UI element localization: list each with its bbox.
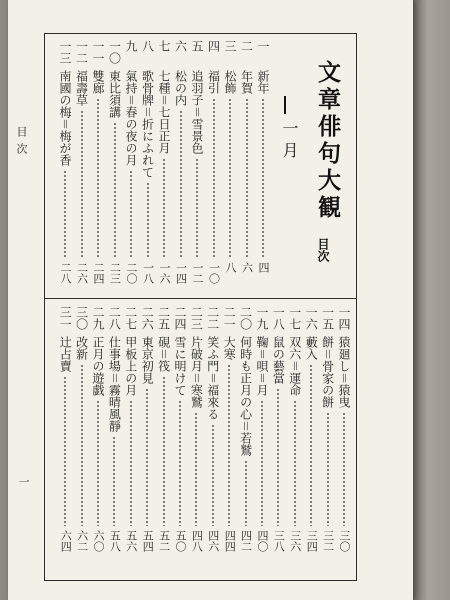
contents-label: 目次 (316, 238, 330, 262)
entry-page-number: 六 (240, 262, 254, 273)
entry-number: 五 (190, 40, 204, 52)
entry-number: 一一 (91, 40, 105, 64)
entry-number: 一二 (74, 40, 89, 64)
dot-leader (327, 412, 329, 526)
entry-page-number: 一八 (141, 262, 155, 284)
dot-leader (64, 170, 66, 258)
entry-page-number: 五二 (157, 530, 171, 552)
entry-page-number: 六四 (59, 530, 73, 552)
entry-page-number: 二三 (108, 262, 122, 284)
entry-title: 藪入 (304, 336, 319, 360)
entry-number: 二八 (107, 306, 122, 330)
entry-number: 二九 (91, 306, 105, 330)
entry-page-number: 二八 (59, 262, 72, 284)
entry-page-number: 四二 (239, 530, 253, 552)
entry-number: 一六 (304, 306, 319, 330)
dot-leader (163, 158, 165, 258)
entry-number: 六 (173, 40, 188, 52)
entry-number: 八 (140, 40, 155, 52)
entry-number: 一三 (58, 40, 72, 64)
entry-number: 三 (223, 40, 237, 52)
entry-page-number: 二〇 (125, 262, 138, 284)
entry-title: 双六＝運命 (287, 336, 302, 397)
entry-number: 二五 (156, 306, 171, 330)
entry-page-number: 四四 (223, 530, 237, 552)
entry-number: 二一 (222, 306, 237, 330)
entry-title: 雙廊 (91, 70, 105, 94)
dot-leader (179, 400, 181, 526)
month-rule (284, 96, 286, 114)
entry-number: 二三 (189, 306, 204, 330)
dot-leader (147, 182, 149, 258)
entry-number: 二四 (173, 306, 187, 330)
entry-page-number: 四八 (190, 530, 204, 552)
dot-leader (212, 424, 214, 526)
entry-title: 仕事場＝霧晴風靜 (107, 336, 122, 433)
dot-leader (196, 158, 198, 258)
entry-page-number: 二六 (75, 262, 89, 284)
entry-number: 九 (124, 40, 138, 52)
entry-title: 福壽草 (74, 70, 89, 106)
entry-page-number: 三六 (288, 530, 302, 552)
entry-page-number: 四〇 (256, 530, 269, 552)
entry-title: 歌骨牌＝折にふれて (140, 70, 155, 179)
entry-title: 何時も正月の心＝若鷲 (238, 336, 253, 457)
entry-number: 一九 (255, 306, 269, 330)
entry-title: 餅＝骨家の餅 (320, 336, 335, 409)
entry-page-number: 六〇 (92, 530, 105, 552)
entry-page-number: 四 (257, 262, 270, 273)
entry-title: 新年 (256, 70, 270, 94)
entry-page-number: 一二 (191, 262, 204, 284)
entry-title: 追羽子＝雪景色 (190, 70, 204, 155)
entry-page-number: 五六 (124, 530, 138, 552)
entry-number: 七 (157, 40, 171, 52)
dot-leader (245, 460, 247, 526)
entry-title: 氣持＝春の夜の月 (124, 70, 138, 167)
entry-title: 正月の遊戯 (91, 336, 105, 396)
entry-number: 三〇 (74, 306, 89, 330)
entry-title: 笑ふ門＝福來る (205, 336, 220, 421)
dot-leader (213, 98, 215, 258)
entry-title: 硯＝筏 (156, 336, 171, 373)
dot-leader (180, 110, 182, 258)
dot-leader (130, 400, 132, 526)
entry-number: 一 (256, 40, 270, 52)
entry-title: 東比須講 (107, 70, 122, 118)
dot-leader (343, 412, 345, 526)
entry-number: 一七 (287, 306, 302, 330)
dot-leader (294, 400, 296, 526)
entry-page-number: 一四 (174, 262, 188, 284)
page-edge (413, 0, 450, 600)
margin-label: 目次 (15, 126, 28, 160)
entry-number: 三一 (58, 306, 73, 330)
dot-leader (261, 400, 263, 526)
entry-title: 大寒 (222, 336, 237, 360)
entry-title: 辻占賣 (58, 336, 73, 372)
entry-page-number: 六二 (75, 530, 89, 552)
entry-number: 一五 (320, 306, 335, 330)
entry-number: 二〇 (238, 306, 253, 330)
dot-leader (81, 110, 83, 258)
entry-number: 四 (206, 40, 221, 52)
entry-page-number: 三二 (321, 530, 335, 552)
dot-leader (97, 98, 99, 258)
dot-leader (114, 122, 116, 258)
entry-page-number: 二四 (92, 262, 105, 284)
entry-title: 東京初見 (140, 336, 155, 384)
dot-leader (229, 98, 231, 258)
dot-leader (246, 98, 248, 258)
entry-number: 二 (239, 40, 254, 52)
entry-title: 松飾 (223, 70, 237, 94)
month-heading: 一月 (280, 120, 299, 164)
entry-page-number: 一〇 (207, 262, 221, 284)
dot-leader (262, 98, 264, 258)
section-divider (44, 298, 357, 299)
entry-title: 雪に明けて (173, 336, 187, 396)
dot-leader (146, 388, 148, 526)
dot-leader (310, 364, 312, 526)
entry-title: 甲板上の月 (123, 336, 138, 396)
entry-title: 年賀 (239, 70, 254, 94)
entry-title: 猿廻し＝猿曳 (337, 336, 351, 409)
dot-leader (97, 400, 99, 526)
entry-title: 南國の梅＝梅が香 (58, 70, 72, 167)
dot-leader (163, 376, 165, 526)
dot-leader (228, 364, 230, 526)
entry-title: 片破月＝寒鷲 (189, 336, 204, 409)
dot-leader (64, 376, 66, 526)
dot-leader (195, 412, 197, 526)
entry-title: 松の内 (173, 70, 188, 106)
dot-leader (113, 436, 115, 526)
dot-leader (277, 388, 279, 526)
entry-page-number: 三四 (305, 530, 319, 552)
entry-page-number: 四六 (206, 530, 220, 552)
entry-title: 鼠の藝當 (271, 336, 286, 384)
entry-number: 一四 (337, 306, 351, 330)
entry-page-number: 三〇 (338, 530, 351, 552)
entry-number: 一〇 (107, 40, 122, 64)
entry-number: 二二 (205, 306, 220, 330)
entry-page-number: 五四 (141, 530, 155, 552)
entry-title: 鞠＝唄＝月 (255, 336, 269, 397)
entry-title: 改新 (74, 336, 89, 360)
entry-title: 七種＝七日正月 (157, 70, 171, 155)
entry-number: 二七 (123, 306, 138, 330)
entry-page-number: 八 (224, 262, 237, 273)
entry-page-number: 五〇 (174, 530, 187, 552)
dot-leader (81, 364, 83, 526)
entry-number: 二六 (140, 306, 155, 330)
entry-page-number: 一六 (158, 262, 171, 284)
dot-leader (130, 170, 132, 258)
entry-title: 福引 (206, 70, 221, 94)
entry-page-number: 三八 (272, 530, 286, 552)
margin-page-mark: 一 (17, 476, 30, 487)
entry-number: 一八 (271, 306, 286, 330)
book-title: 文章俳句大観 (314, 60, 341, 222)
entry-page-number: 五八 (108, 530, 122, 552)
